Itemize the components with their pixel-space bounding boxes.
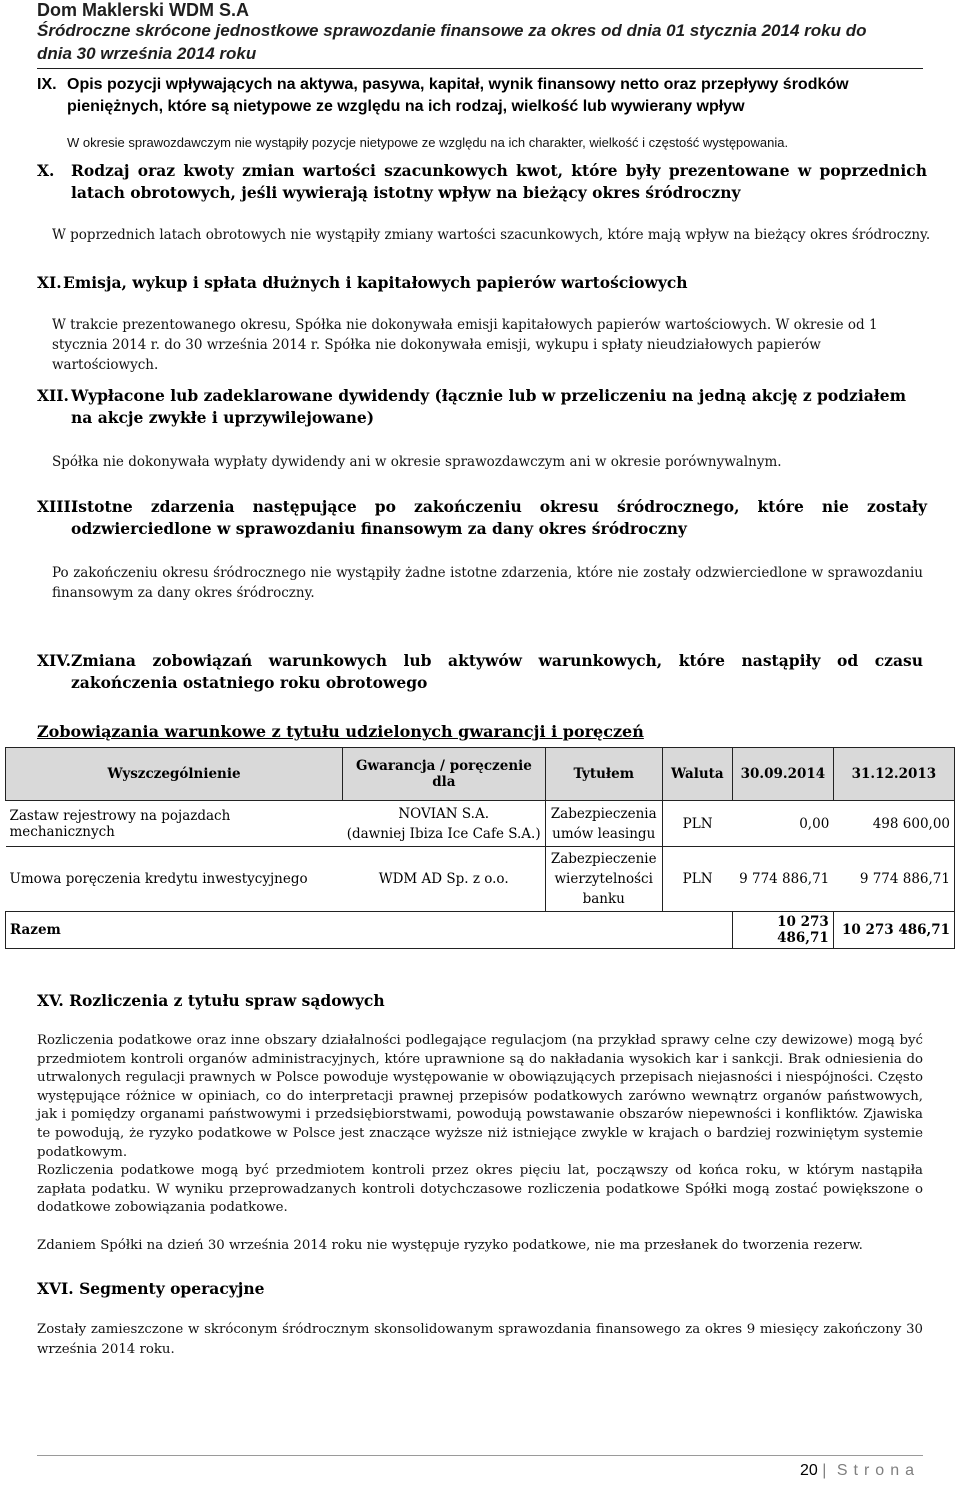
row1-title-line1: Zabezpieczenia bbox=[550, 805, 657, 822]
section-xiii-body: Po zakończeniu okresu śródrocznego nie wystąpiły żadne istotne zdarzenia, które nie zostały odzwierciedlone w sprawozdaniu finansowym za dany okres śródroczny. bbox=[52, 565, 923, 601]
table-header-row bbox=[6, 748, 955, 801]
total-label: Razem bbox=[6, 912, 733, 949]
row1-item: Zastaw rejestrowy na pojazdach mechanicznych bbox=[6, 801, 343, 847]
row2-title bbox=[545, 847, 662, 912]
row2-item: Umowa poręczenia kredytu inwestycyjnego bbox=[6, 847, 343, 912]
page-label: Strona bbox=[836, 1462, 920, 1479]
section-ix-body: W okresie sprawozdawczym nie wystąpiły pozycje nietypowe ze względu na ich charakter, wielkość i częstość występowania. bbox=[67, 135, 789, 150]
row2-title-line1: Zabezpieczenie bbox=[550, 851, 657, 867]
table-row bbox=[6, 801, 955, 847]
col-header-2013: 31.12.2013 bbox=[833, 748, 954, 801]
section-xi-body: W trakcie prezentowanego okresu, Spółka nie dokonywała emisji kapitałowych papierów wartościowych. W okresie od 1 stycznia 2014 r. do 30 września 2014 r. Spółka nie dokonywała emisji, wykupu i spłaty nieudziałowych papierów wartościowych. bbox=[52, 317, 878, 373]
row1-party-line2: (dawniej Ibiza Ice Cafe S.A.) bbox=[346, 825, 541, 842]
row1-currency: PLN bbox=[662, 801, 732, 847]
footer-rule bbox=[37, 1455, 923, 1456]
col-header-2014: 30.09.2014 bbox=[732, 748, 833, 801]
report-title-line1: Śródroczne skrócone jednostkowe sprawozdanie finansowe za okres od dnia 01 stycznia 2014 roku do bbox=[37, 21, 867, 40]
guarantees-table bbox=[5, 747, 955, 949]
section-xiii-number: XIII. bbox=[37, 497, 77, 516]
row2-party: WDM AD Sp. z o.o. bbox=[343, 847, 546, 912]
guarantees-subtitle: Zobowiązania warunkowe z tytułu udzielonych gwarancji i poręczeń bbox=[37, 722, 644, 741]
table-row bbox=[6, 847, 955, 912]
row1-title bbox=[545, 801, 662, 847]
total-value-2014: 10 273 486,71 bbox=[732, 912, 833, 949]
col-header-currency: Waluta bbox=[662, 748, 732, 801]
col-header-item: Wyszczególnienie bbox=[6, 748, 343, 801]
section-x-title: Rodzaj oraz kwoty zmian wartości szacunkowych kwot, które były prezentowane w poprzednich latach obrotowych, jeśli wywierają istotny wpływ na bieżący okres śródroczny bbox=[71, 161, 927, 202]
table-total-row bbox=[6, 912, 955, 949]
col-header-title: Tytułem bbox=[545, 748, 662, 801]
section-xv-paragraph-1: Rozliczenia podatkowe oraz inne obszary działalności podlegające regulacjom (na przykład sprawy celne czy dewizowe) mogą być przedmiotem kontroli organów administracyjnych, które uprawnione są do nakładania wysokich kar i sankcji. Brak odniesienia do utrwalonych regulacji prawnych w Polsce powoduje występowanie w obowiązujących przepisach niejasności i niespójności. Często występujące różnice w opiniach, co do interpretacji prawnej przepisów podatkowych zarówno wewnątrz organów państwowych, jak i pomiędzy organami państwowymi i przedsiębiorstwami, powodują powstawanie obszarów niepewności i konfliktów. Zjawiska te powodują, że ryzyko podatkowe w Polsce jest znaczące wyższe niż istniejące zwykle w krajach o bardziej rozwiniętym systemie podatkowym. bbox=[37, 1033, 923, 1160]
row2-value-2014: 9 774 886,71 bbox=[732, 847, 833, 912]
section-xii-heading bbox=[37, 385, 927, 429]
section-x-number: X. bbox=[37, 161, 55, 180]
header-rule bbox=[37, 68, 923, 69]
section-xii-title: Wypłacone lub zadeklarowane dywidendy (łącznie lub w przeliczeniu na jedną akcję z podziałem na akcje zwykłe i uprzywilejowane) bbox=[71, 386, 907, 427]
section-xv-number: XV. bbox=[37, 991, 64, 1010]
row2-title-line3: banku bbox=[582, 891, 625, 907]
report-title-line2: dnia 30 września 2014 roku bbox=[37, 44, 257, 63]
section-xi-title: Emisja, wykup i spłata dłużnych i kapitałowych papierów wartościowych bbox=[63, 273, 688, 292]
section-xvi-heading bbox=[37, 1278, 265, 1300]
page-number: 20 bbox=[800, 1462, 818, 1479]
section-xvi-body: Zostały zamieszczone w skróconym śródrocznym skonsolidowanym sprawozdania finansowego za okres 9 miesięcy zakończony 30 września 2014 roku. bbox=[37, 1322, 923, 1357]
total-value-2013: 10 273 486,71 bbox=[833, 912, 954, 949]
section-xv-paragraph-3: Zdaniem Spółki na dzień 30 września 2014 roku nie występuje ryzyko podatkowe, nie ma przesłanek do tworzenia rezerw. bbox=[37, 1238, 863, 1253]
company-name: Dom Maklerski WDM S.A bbox=[37, 0, 250, 20]
col-header-party: Gwarancja / poręczenie dla bbox=[343, 748, 546, 801]
row1-party bbox=[343, 801, 546, 847]
section-xv-title: Rozliczenia z tytułu spraw sądowych bbox=[69, 991, 385, 1010]
section-x-body: W poprzednich latach obrotowych nie wystąpiły zmiany wartości szacunkowych, które mają wpływ na bieżący okres śródroczny. bbox=[52, 227, 931, 243]
section-ix-heading bbox=[37, 74, 927, 118]
section-xiv-heading bbox=[37, 650, 923, 694]
section-xiii-heading bbox=[37, 496, 927, 540]
row2-value-2013: 9 774 886,71 bbox=[833, 847, 954, 912]
section-xv-paragraph-2: Rozliczenia podatkowe mogą być przedmiotem kontroli przez okres pięciu lat, począwszy od końca roku, w którym nastąpiła zapłata podatku. W wyniku przeprowadzanych kontroli dotychczasowe rozliczenia podatkowe Spółki mogą zostać powiększone o dodatkowe zobowiązania podatkowe. bbox=[37, 1163, 923, 1216]
section-xiv-number: XIV. bbox=[37, 651, 71, 670]
section-x-heading bbox=[37, 160, 927, 204]
section-xv-heading bbox=[37, 990, 385, 1012]
section-ix-number: IX. bbox=[37, 76, 57, 93]
section-xiv-title: Zmiana zobowiązań warunkowych lub aktywów warunkowych, które nastąpiły od czasu zakończenia ostatniego roku obrotowego bbox=[71, 651, 923, 692]
section-xvi-number: XVI. bbox=[37, 1279, 74, 1298]
row2-title-line2: wierzytelności bbox=[554, 871, 653, 887]
section-xii-body: Spółka nie dokonywała wypłaty dywidendy ani w okresie sprawozdawczym ani w okresie porównywalnym. bbox=[52, 454, 782, 470]
section-xii-number: XII. bbox=[37, 386, 69, 405]
row1-party-line1: NOVIAN S.A. bbox=[398, 805, 489, 822]
row1-value-2013: 498 600,00 bbox=[833, 801, 954, 847]
section-xvi-title: Segmenty operacyjne bbox=[79, 1279, 265, 1298]
section-xi-number: XI. bbox=[37, 273, 62, 292]
page-footer: 20 | Strona bbox=[800, 1462, 920, 1479]
section-ix-title: Opis pozycji wpływających na aktywa, pasywa, kapitał, wynik finansowy netto oraz przepływy środków pieniężnych, które są nietypowe ze względu na ich rodzaj, wielkość lub wywierany wpływ bbox=[67, 76, 849, 115]
section-xiii-title: Istotne zdarzenia następujące po zakończeniu okresu śródrocznego, które nie zostały odzwierciedlone w sprawozdaniu finansowym za dany okres śródroczny bbox=[71, 497, 927, 538]
row1-title-line2: umów leasingu bbox=[552, 825, 656, 842]
row1-value-2014: 0,00 bbox=[732, 801, 833, 847]
section-xi-heading bbox=[37, 272, 927, 294]
row2-currency: PLN bbox=[662, 847, 732, 912]
